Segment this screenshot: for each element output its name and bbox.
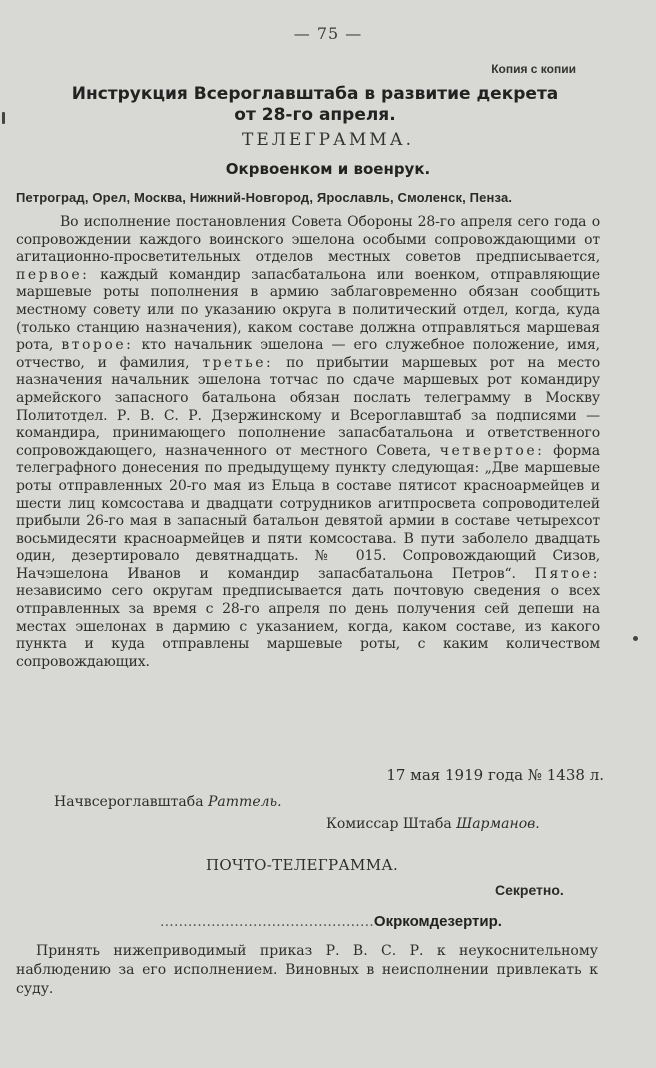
signature-chief-name: Раттель. [208, 794, 282, 810]
signature-chief-label: Начвсероглавштаба [54, 794, 204, 810]
title-line-2: от 28-го апреля. [234, 105, 396, 125]
body-part-1: Во исполнение постановления Совета Обороны 28-го апреля сего года о сопровождении каждого воинского эшелона особыми сопровождающими от агитационно-просветительных отделов местных советов предписывается, [16, 214, 600, 266]
item-third: третье: [202, 354, 274, 371]
telegram-heading: ТЕЛЕГРАММА. [241, 130, 414, 150]
item-first: первое: [16, 266, 90, 283]
ink-spot [2, 112, 5, 124]
date-line: 17 мая 1919 года № 1438 л. [386, 766, 604, 784]
body-part-2: каждый командир запасбатальона или военком, отправляющие маршевые роты пополнения в армию заблаговременно обязан сообщить местному совету или по указанию округа в политический отдел, когда, куда (только станцию назначения), каком составе должна отправляться маршевая рота, [16, 266, 600, 354]
okrkom-addressee: Окркомдезертир. [373, 913, 502, 930]
signature-commissar [326, 816, 540, 832]
signature-commissar-name: Шарманов. [456, 816, 540, 832]
body-part-4: по прибытии маршевых рот на место назначения начальник эшелона тотчас по сдаче маршевых рот командиру армейского запасного батальона обязан послать телеграмму в Москву Политотдел. Р. В. С. Р. Дзержинскому и Всероглавштаб за подписями — командира, принимающего пополнение запасбатальона и ответственного сопровождающего, назначенного от местного Совета, [16, 354, 601, 459]
telegram-body [16, 214, 600, 671]
addressee: Окрвоенком и военрук. [225, 160, 431, 178]
signature-chief [54, 794, 282, 810]
body-part-6: независимо сего округам предписывается дать почтовую сведения о всех отправленных за время с 28-го апреля по день получения сей депеши на местах эшелонах в дармию с указанием, когда, каком составе, из какого пункта и куда отправлены маршевые роты, с каким количеством сопровождающих. [16, 583, 600, 670]
item-second: второе: [61, 337, 134, 354]
page-number: — 75 — [293, 24, 363, 43]
cities-line: Петроград, Орел, Москва, Нижний-Новгород, Ярославль, Смоленск, Пенза. [16, 190, 513, 205]
secret-mark: Секретно. [495, 882, 564, 898]
ink-spot [633, 636, 638, 641]
body-part-3: кто начальник эшелона — его служебное положение, имя, отчество, и фамилия, [16, 337, 600, 371]
body-part-5: форма телеграфного донесения по предыдущему пункту следующая: „Две маршевые роты отправленных 20-го мая из Ельца в составе пятисот красноармейцев и шести лиц комсостава и двадцати сотрудников агитпросвета сопроводителей прибыли 26-го мая в запасный батальон девятой армии в составе четырехсот восьмидесяти красноармейцев и пяти комсостава. В пути заболело двадцать один, дезертировало девятнадцать. № 015. Сопровождающий Сизов, Начэшелона Иванов и командир запасбатальона Петров“. [16, 442, 600, 582]
dotted-leader: .............................................. [160, 914, 374, 930]
document-title [20, 84, 610, 126]
order-text: Принять нижеприводимый приказ Р. В. С. Р. к неукоснительному наблюдению за его исполнением. Виновных в неисполнении привлекать к суду. [16, 943, 598, 997]
item-fifth: Пятое: [534, 565, 600, 582]
copy-note: Копия с копии [491, 62, 576, 76]
signature-commissar-label: Комиссар Штаба [326, 816, 452, 832]
item-fourth: четвертое: [439, 442, 545, 459]
title-line-1: Инструкция Всероглавштаба в развитие декрета [71, 84, 559, 104]
pochto-telegram-heading: ПОЧТО-ТЕЛЕГРАММА. [206, 856, 399, 874]
okrkom-line [160, 913, 502, 930]
